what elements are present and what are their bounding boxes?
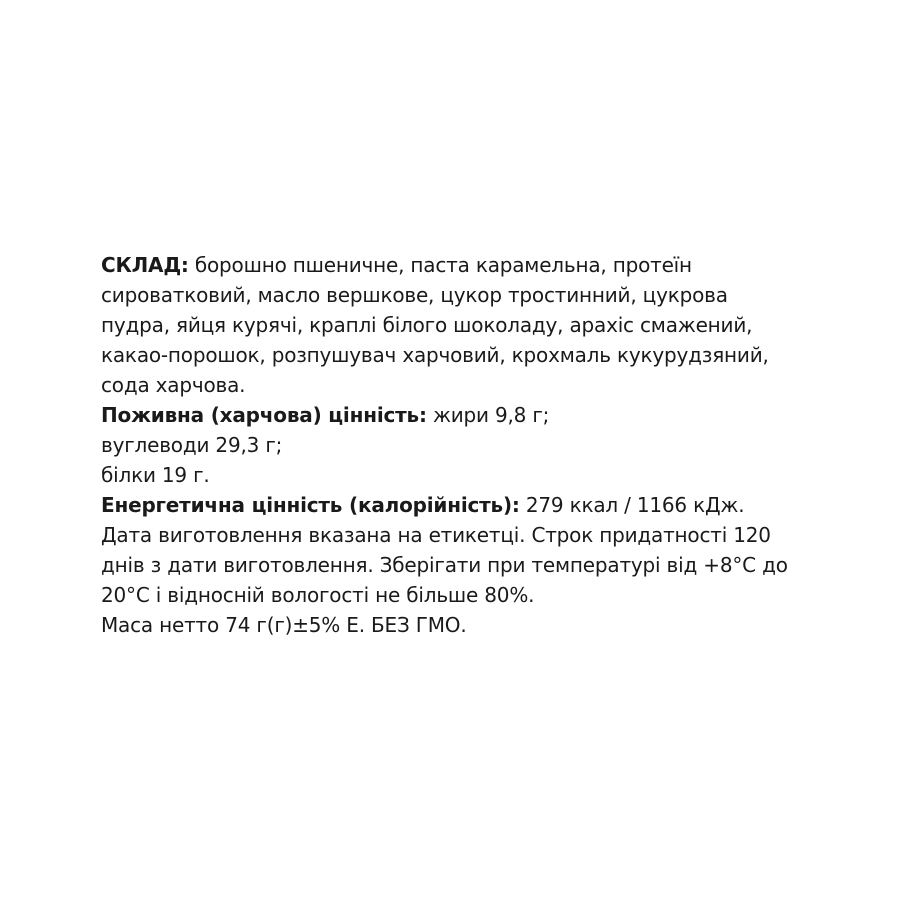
composition-line-5: сода харчова. (101, 373, 246, 397)
nutrition-protein: білки 19 г. (101, 463, 210, 487)
composition-line-2: сироватковий, масло вершкове, цукор тростинний, цукрова (101, 283, 728, 307)
product-label-text (101, 250, 861, 640)
storage-line-2: днів з дати виготовлення. Зберігати при температурі від +8°С до (101, 553, 788, 577)
net-weight-line: Маса нетто 74 г(г)±5% Е. БЕЗ ГМО. (101, 613, 467, 637)
nutrition-heading: Поживна (харчова) цінність: (101, 403, 427, 427)
composition-text: борошно пшеничне, паста карамельна, протеїн (188, 253, 692, 277)
composition-line-1 (101, 250, 861, 280)
nutrition-fat: жири 9,8 г; (426, 403, 550, 427)
composition-line-3: пудра, яйця курячі, краплі білого шоколаду, арахіс смажений, (101, 313, 753, 337)
storage-line-1: Дата виготовлення вказана на етикетці. Строк придатності 120 (101, 523, 771, 547)
energy-value: 279 ккал / 1166 кДж. (519, 493, 745, 517)
storage-line-3: 20°С і відносній вологості не більше 80%. (101, 583, 535, 607)
energy-heading: Енергетична цінність (калорійність): (101, 493, 520, 517)
composition-heading: СКЛАД: (101, 253, 189, 277)
composition-line-4: какао-порошок, розпушувач харчовий, крохмаль кукурудзяний, (101, 343, 769, 367)
nutrition-line (101, 400, 861, 430)
nutrition-carbs: вуглеводи 29,3 г; (101, 433, 283, 457)
energy-line (101, 490, 861, 520)
